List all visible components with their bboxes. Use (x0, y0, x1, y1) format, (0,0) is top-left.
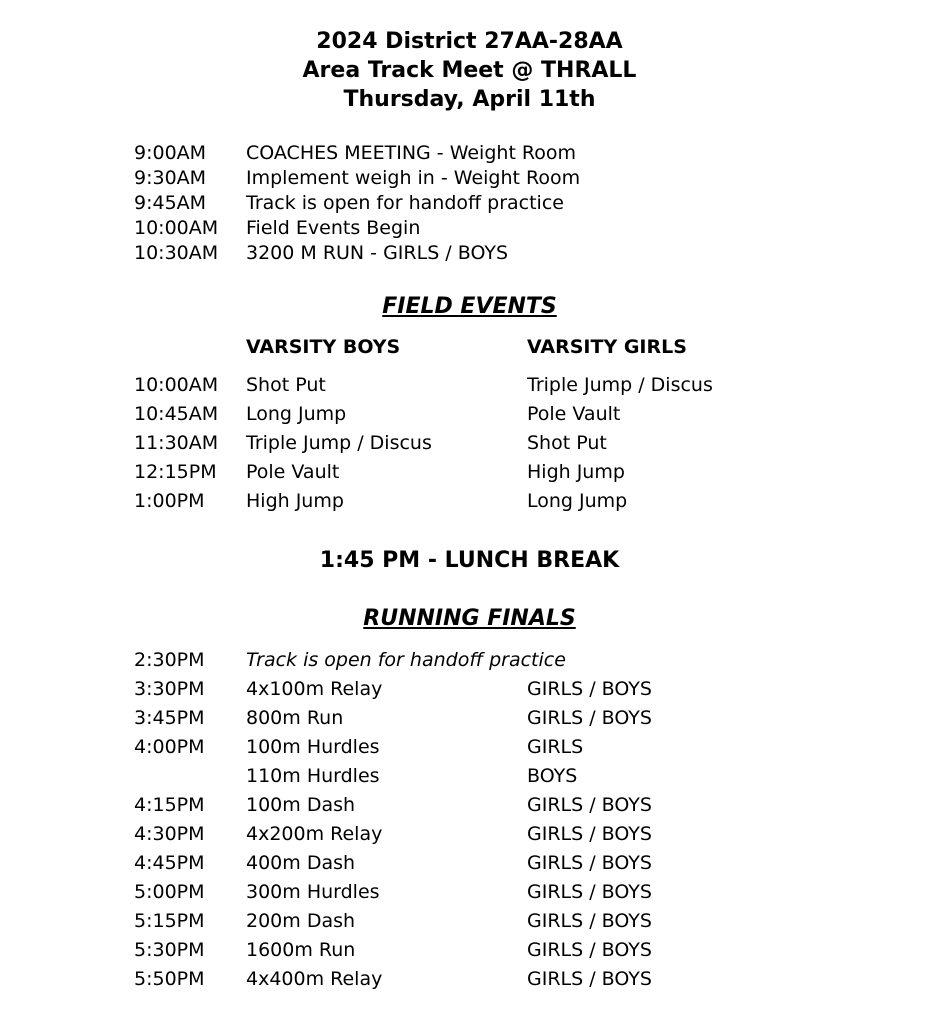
title-line-3: Thursday, April 11th (343, 87, 596, 112)
running-event: 100m Hurdles (246, 736, 380, 758)
schedule-row (0, 192, 939, 218)
running-time: 5:15PM (134, 910, 205, 932)
running-row (0, 823, 939, 849)
running-division: GIRLS / BOYS (527, 910, 652, 932)
running-event: 110m Hurdles (246, 765, 380, 787)
running-division: GIRLS / BOYS (527, 968, 652, 990)
running-event: Track is open for handoff practice (246, 649, 566, 671)
field-event-time: 10:45AM (134, 403, 219, 425)
running-division: GIRLS / BOYS (527, 678, 652, 700)
running-division: GIRLS / BOYS (527, 823, 652, 845)
running-row (0, 939, 939, 965)
schedule-row (0, 217, 939, 243)
title-line-1: 2024 District 27AA-28AA (316, 29, 623, 54)
running-finals-heading: RUNNING FINALS (363, 606, 576, 631)
field-event-girls: High Jump (527, 461, 625, 483)
running-division: GIRLS / BOYS (527, 707, 652, 729)
running-division: GIRLS (527, 736, 584, 758)
field-event-row (0, 432, 939, 458)
running-event: 4x400m Relay (246, 968, 383, 990)
running-row (0, 649, 939, 675)
schedule-time: 9:00AM (134, 142, 207, 164)
field-events-heading: FIELD EVENTS (382, 294, 557, 319)
running-event: 4x200m Relay (246, 823, 383, 845)
running-row (0, 765, 939, 791)
schedule-row (0, 142, 939, 168)
running-division: BOYS (527, 765, 578, 787)
running-event: 1600m Run (246, 939, 356, 961)
schedule-event: Track is open for handoff practice (246, 192, 564, 214)
field-event-time: 12:15PM (134, 461, 217, 483)
schedule-event: Implement weigh in - Weight Room (246, 167, 581, 189)
running-time: 5:50PM (134, 968, 205, 990)
field-event-girls: Shot Put (527, 432, 607, 454)
running-time: 3:45PM (134, 707, 205, 729)
field-event-time: 11:30AM (134, 432, 219, 454)
schedule-time: 9:45AM (134, 192, 207, 214)
running-event: 800m Run (246, 707, 344, 729)
field-event-girls: Long Jump (527, 490, 628, 512)
running-event: 200m Dash (246, 910, 356, 932)
field-event-row (0, 490, 939, 516)
running-time: 5:00PM (134, 881, 205, 903)
running-time: 2:30PM (134, 649, 205, 671)
field-event-boys: Shot Put (246, 374, 326, 396)
schedule-row (0, 242, 939, 268)
field-event-time: 10:00AM (134, 374, 219, 396)
schedule-event: Field Events Begin (246, 217, 421, 239)
running-row (0, 736, 939, 762)
running-row (0, 852, 939, 878)
running-event: 4x100m Relay (246, 678, 383, 700)
field-event-boys: Long Jump (246, 403, 347, 425)
field-event-time: 1:00PM (134, 490, 205, 512)
field-event-row (0, 403, 939, 429)
field-event-row (0, 374, 939, 400)
schedule-event: 3200 M RUN - GIRLS / BOYS (246, 242, 509, 264)
schedule-time: 9:30AM (134, 167, 207, 189)
field-event-boys: Pole Vault (246, 461, 340, 483)
running-row (0, 910, 939, 936)
running-row (0, 794, 939, 820)
field-event-boys: Triple Jump / Discus (246, 432, 432, 454)
running-time: 5:30PM (134, 939, 205, 961)
field-event-girls: Triple Jump / Discus (527, 374, 713, 396)
schedule-event: COACHES MEETING - Weight Room (246, 142, 577, 164)
running-division: GIRLS / BOYS (527, 794, 652, 816)
running-time: 4:00PM (134, 736, 205, 758)
running-row (0, 968, 939, 994)
running-time: 4:45PM (134, 852, 205, 874)
field-event-row (0, 461, 939, 487)
running-event: 400m Dash (246, 852, 356, 874)
varsity-girls-header: VARSITY GIRLS (527, 336, 687, 358)
running-time: 4:30PM (134, 823, 205, 845)
running-row (0, 707, 939, 733)
running-time: 4:15PM (134, 794, 205, 816)
running-division: GIRLS / BOYS (527, 881, 652, 903)
running-division: GIRLS / BOYS (527, 939, 652, 961)
running-division: GIRLS / BOYS (527, 852, 652, 874)
schedule-time: 10:30AM (134, 242, 219, 264)
varsity-boys-header: VARSITY BOYS (246, 336, 401, 358)
field-event-boys: High Jump (246, 490, 344, 512)
schedule-time: 10:00AM (134, 217, 219, 239)
schedule-row (0, 167, 939, 193)
running-time: 3:30PM (134, 678, 205, 700)
running-event: 100m Dash (246, 794, 356, 816)
running-event: 300m Hurdles (246, 881, 380, 903)
running-row (0, 881, 939, 907)
title-line-2: Area Track Meet @ THRALL (302, 58, 637, 83)
field-event-girls: Pole Vault (527, 403, 621, 425)
running-row (0, 678, 939, 704)
lunch-break: 1:45 PM - LUNCH BREAK (319, 548, 620, 573)
